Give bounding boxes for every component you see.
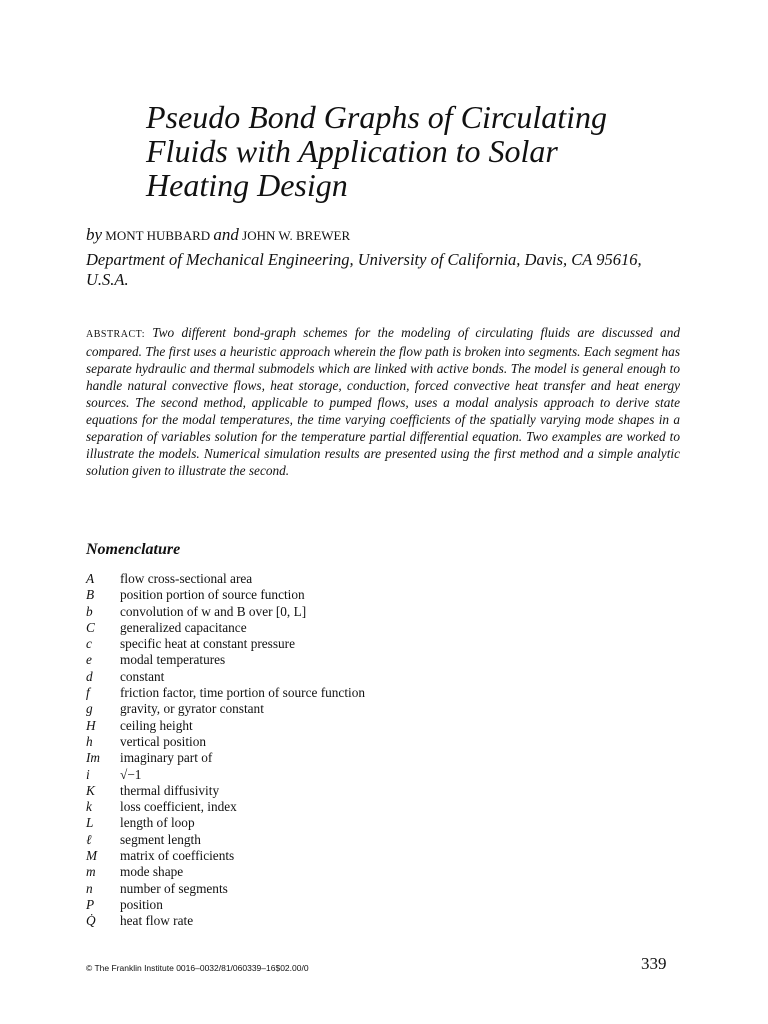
nomenclature-symbol: b [86,603,93,619]
nomenclature-definition: number of segments [120,880,228,896]
nomenclature-row [86,620,646,636]
nomenclature-symbol: A [86,571,95,586]
nomenclature-row [86,881,646,897]
nomenclature-row [86,587,646,603]
author-byline [86,225,350,245]
nomenclature-symbol: C [86,619,95,635]
nomenclature-symbol: H [86,717,96,733]
nomenclature-definition: mode shape [120,864,184,880]
nomenclature-row [86,734,646,750]
nomenclature-definition: position [120,896,163,912]
nomenclature-definition: position portion of source function [120,587,305,603]
nomenclature-definition: matrix of coefficients [120,848,235,864]
nomenclature-symbol: L [86,815,94,831]
nomenclature-symbol: f [86,685,90,701]
author-name: JOHN W. BREWER [242,228,351,243]
nomenclature-row [86,897,646,913]
nomenclature-row [86,799,646,815]
nomenclature-definition: vertical position [120,733,207,749]
nomenclature-row [86,750,646,766]
nomenclature-row [86,783,646,799]
nomenclature-symbol: h [86,733,93,749]
nomenclature-definition: specific heat at constant pressure [120,636,296,652]
nomenclature-row [86,685,646,701]
nomenclature-row [86,652,646,668]
title-line: Pseudo Bond Graphs of Circulating [146,99,608,135]
nomenclature-symbol: e [86,652,92,668]
nomenclature-definition: friction factor, time portion of source function [120,685,366,701]
nomenclature-symbol: d [86,668,93,684]
author-name: MONT HUBBARD [105,228,211,243]
nomenclature-definition: gravity, or gyrator constant [120,701,264,717]
nomenclature-row [86,718,646,734]
nomenclature-definition: √−1 [120,766,142,782]
nomenclature-definition: convolution of w and B over [0, L] [120,603,307,619]
nomenclature-definition: length of loop [120,815,195,831]
nomenclature-list [86,571,646,930]
nomenclature-row [86,848,646,864]
byline-by: by [86,225,103,244]
nomenclature-definition: flow cross-sectional area [120,571,253,586]
nomenclature-symbol: P [86,896,95,912]
nomenclature-symbol: ℓ [86,831,92,847]
paper-title [146,100,726,202]
nomenclature-symbol: Q̇ [86,913,96,929]
nomenclature-definition: modal temperatures [120,652,226,668]
nomenclature-row [86,636,646,652]
nomenclature-definition: heat flow rate [120,913,194,929]
nomenclature-symbol: i [86,766,90,782]
byline-and: and [213,225,239,244]
nomenclature-row [86,832,646,848]
nomenclature-symbol: c [86,636,92,652]
title-line: Heating Design [146,167,348,203]
nomenclature-definition: ceiling height [120,717,193,733]
nomenclature-symbol: B [86,587,95,603]
nomenclature-symbol: K [86,782,95,798]
title-line: Fluids with Application to Solar [146,133,558,169]
nomenclature-definition: generalized capacitance [120,619,247,635]
nomenclature-row [86,815,646,831]
abstract [86,324,680,479]
nomenclature-row [86,913,646,929]
nomenclature-row [86,767,646,783]
nomenclature-definition: constant [120,668,165,684]
nomenclature-symbol: n [86,880,93,896]
nomenclature-definition: segment length [120,831,201,847]
nomenclature-heading: Nomenclature [86,541,181,558]
nomenclature-symbol: k [86,799,92,815]
nomenclature-symbol: M [86,848,98,864]
nomenclature-symbol: Im [86,750,101,766]
nomenclature-row [86,701,646,717]
nomenclature-definition: thermal diffusivity [120,782,220,798]
nomenclature-definition: imaginary part of [120,750,213,766]
author-affiliation: Department of Mechanical Engineering, University of California, Davis, CA 95616, U.S.A. [86,250,642,289]
abstract-text: Two different bond-graph schemes for the modeling of circulating fluids are discussed and compared. The first uses a heuristic approach wherein the flow path is broken into segments. Each segment has separate hydraulic and thermal submodels which are linked with active bonds. The model is general enough to handle natural convective flows, heat storage, conduction, forced convective heat transfer and heat energy sources. The second method, applicable to pumped flows, uses a modal analysis approach to derive state equations for the modal temperatures, the time varying coefficients of the spatially varying mode shapes in a separation of variables solution for the temperature partial differential equation. Two examples are worked to illustrate the models. Numerical simulation results are presented using the first method and a simple analytic solution given to illustrate the second. [86,325,680,478]
abstract-label: ABSTRACT: [86,329,146,340]
nomenclature-row [86,864,646,880]
nomenclature-symbol: m [86,864,96,880]
nomenclature-definition: loss coefficient, index [120,799,237,815]
nomenclature-row [86,669,646,685]
nomenclature-row [86,571,646,587]
nomenclature-symbol: g [86,701,93,717]
nomenclature-row [86,604,646,620]
copyright-footer: © The Franklin Institute 0016–0032/81/060339–16$02.00/0 [86,963,309,973]
page-number: 339 [641,954,667,973]
